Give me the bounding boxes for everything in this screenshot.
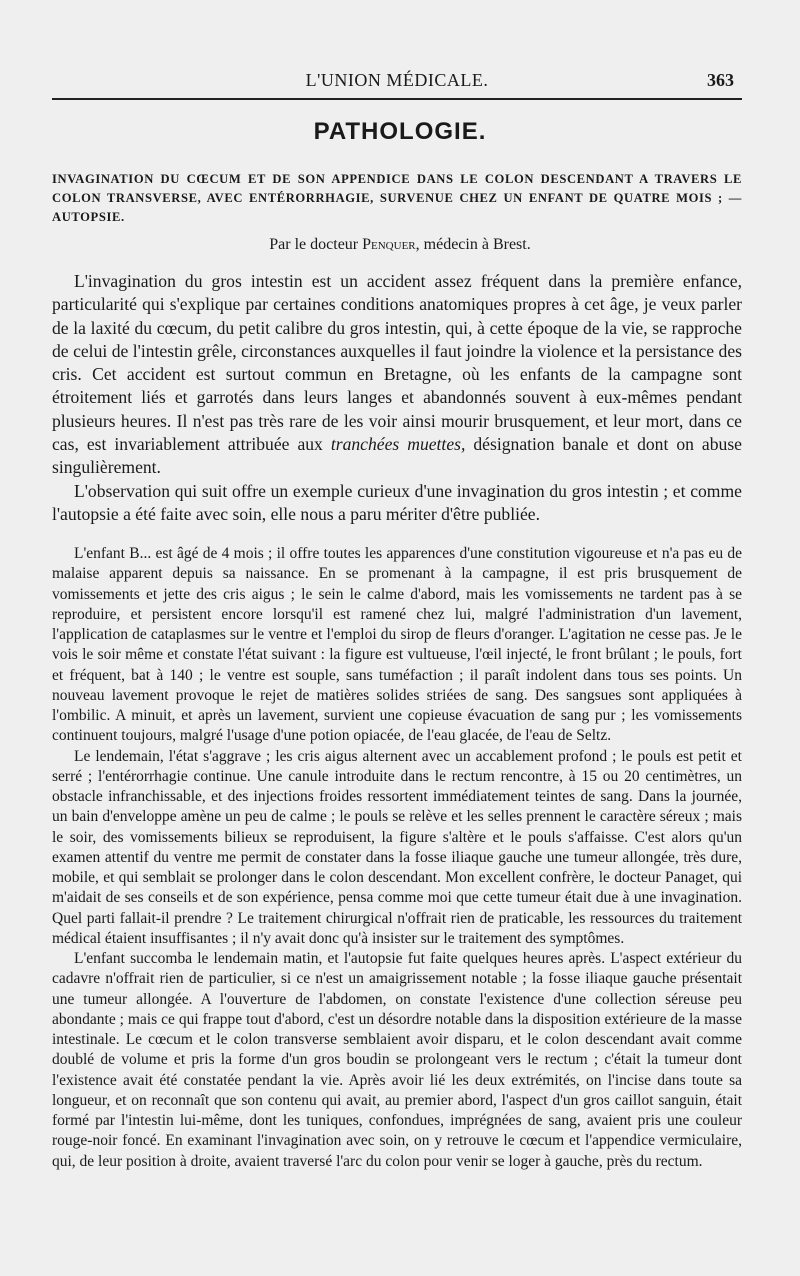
case-paragraph: Le lendemain, l'état s'aggrave ; les cris aigus alternent avec un accablement profond ; le pouls est petit et serré ; l'entérorrhagie continue. Une canule introduite dans le rectum rencontre, à 15 ou 20 centimètres, un obstacle infranchissable, et des injections froides ressortent immédiatement teintes de sang. Dans la journée, un bain d'enveloppe amène un peu de calme ; le pouls se relève et les selles prennent le caractère séreux ; mais le soir, des vomissements bilieux se reproduisent, la figure s'altère et le pouls s'affaisse. C'est alors qu'un examen attentif du ventre me permit de constater dans la fosse iliaque gauche une tumeur allongée, très dure, mobile, et qui semblait se prolonger dans le colon descendant. Mon excellent confrère, le docteur Panaget, qui m'aidait de ses conseils et de son expérience, pensa comme moi que cette tumeur était due à une invagination. Quel parti fallait-il prendre ? Le traitement chirurgical n'offrait rien de praticable, les ressources du traitement médical étaient insuffisantes ; il n'y avait donc qu'à insister sur le traitement des symptômes. bbox=[52, 747, 742, 947]
author-prefix: Par le docteur bbox=[269, 236, 363, 253]
journal-running-title: L'UNION MÉDICALE. bbox=[305, 70, 489, 90]
intro-paragraph bbox=[52, 270, 742, 480]
section-title: PATHOLOGIE. bbox=[313, 118, 487, 145]
author-line bbox=[0, 236, 800, 254]
introduction bbox=[52, 270, 742, 526]
case-paragraph: L'enfant succomba le lendemain matin, et l'autopsie fut faite quelques heures après. L'aspect extérieur du cadavre n'offrait rien de particulier, si ce n'est un amaigrissement notable ; la fosse iliaque gauche présentait une tumeur allongée. A l'ouverture de l'abdomen, on constate l'existence d'une collection séreuse peu abondante ; mais ce qui frappe tout d'abord, c'est un désordre notable dans la disposition extérieure de la masse intestinale. Le cœcum et le colon transverse semblaient avoir disparu, et le colon descendant avait comme doublé de volume et pris la forme d'un gros boudin se prolongeant vers le rectum ; c'était la tumeur dont l'existence avait été constatée pendant la vie. Après avoir lié les deux extrémités, on l'incise dans toute sa longueur, et on reconnaît que son contenu qui avait, au premier abord, l'aspect d'un gros caillot sanguin, était formé par l'intestin lui-même, dont les tuniques, confondues, imprégnées de sang, avaient pris une couleur rouge-noir foncé. En examinant l'invagination avec soin, on y retrouve le cœcum et l'appendice vermiculaire, qui, de leur position à droite, avaient traversé l'arc du colon pour venir se loger à gauche, près du rectum. bbox=[52, 950, 742, 1170]
author-suffix: , médecin à Brest. bbox=[415, 236, 531, 253]
case-observation bbox=[52, 544, 742, 1172]
running-header bbox=[52, 66, 742, 96]
intro-italic-term: tranchées muettes, bbox=[330, 434, 466, 455]
intro-text-end: désignation banale et dont on abuse singulièrement. bbox=[52, 434, 742, 478]
header-rule bbox=[52, 98, 742, 100]
intro-paragraph: L'observation qui suit offre un exemple curieux d'une invagination du gros intestin ; et comme l'autopsie a été faite avec soin, elle nous a paru mériter d'être publiée. bbox=[52, 480, 742, 524]
author-name: Penquer bbox=[362, 236, 416, 253]
article-title: INVAGINATION DU CŒCUM ET DE SON APPENDICE DANS LE COLON DESCENDANT A TRAVERS LE COLON TRANSVERSE, AVEC ENTÉRORRHAGIE, SURVENUE CHEZ UN ENFANT DE QUATRE MOIS ; — AUTOPSIE. bbox=[52, 172, 742, 224]
page-number: 363 bbox=[707, 70, 734, 90]
case-paragraph: L'enfant B... est âgé de 4 mois ; il offre toutes les apparences d'une constitution vigoureuse et n'a pas eu de malaise apparent depuis sa naissance. En se promenant à la campagne, il est pris brusquement de vomissements et jette des cris aigus ; le sein le calme d'abord, mais les vomissements ne tardent pas à se reproduire, et persistent encore lorsqu'il est ramené chez lui, malgré l'administration d'un lavement, l'application de cataplasmes sur le ventre et l'emploi du sirop de fleurs d'oranger. L'agitation ne cesse pas. Je le vois le soir même et constate l'état suivant : la figure est vultueuse, l'œil injecté, le front brûlant ; le pouls, fort et fréquent, bat à 140 ; le ventre est souple, sans tuméfaction ; il paraît indolent dans tous ses points. Un nouveau lavement provoque le rejet de matières solides striées de sang. Des sangsues sont appliquées à l'ombilic. A minuit, et après un lavement, survient une copieuse évacuation de sang pur ; les vomissements continuent toujours, malgré l'usage d'une potion opiacée, de l'eau glacée, de l'eau de Seltz. bbox=[52, 545, 742, 745]
intro-text: L'invagination du gros intestin est un accident assez fréquent dans la première enfance, particularité qui s'explique par certaines conditions anatomiques propres à cet âge, je veux parler de la laxité du cœcum, du petit calibre du gros intestin, qui, à cette époque de la vie, se rapproche de celui de l'intestin grêle, circonstances auxquelles il faut joindre la violence et la persistance des cris. Cet accident est surtout commun en Bretagne, où les enfants de la campagne sont étroitement liés et garrotés dans leurs langes et abandonnés souvent à eux-mêmes pendant plusieurs heures. Il n'est pas très rare de les voir ainsi mourir brusquement, et leur mort, dans ce cas, est invariablement attribuée aux bbox=[52, 271, 742, 455]
